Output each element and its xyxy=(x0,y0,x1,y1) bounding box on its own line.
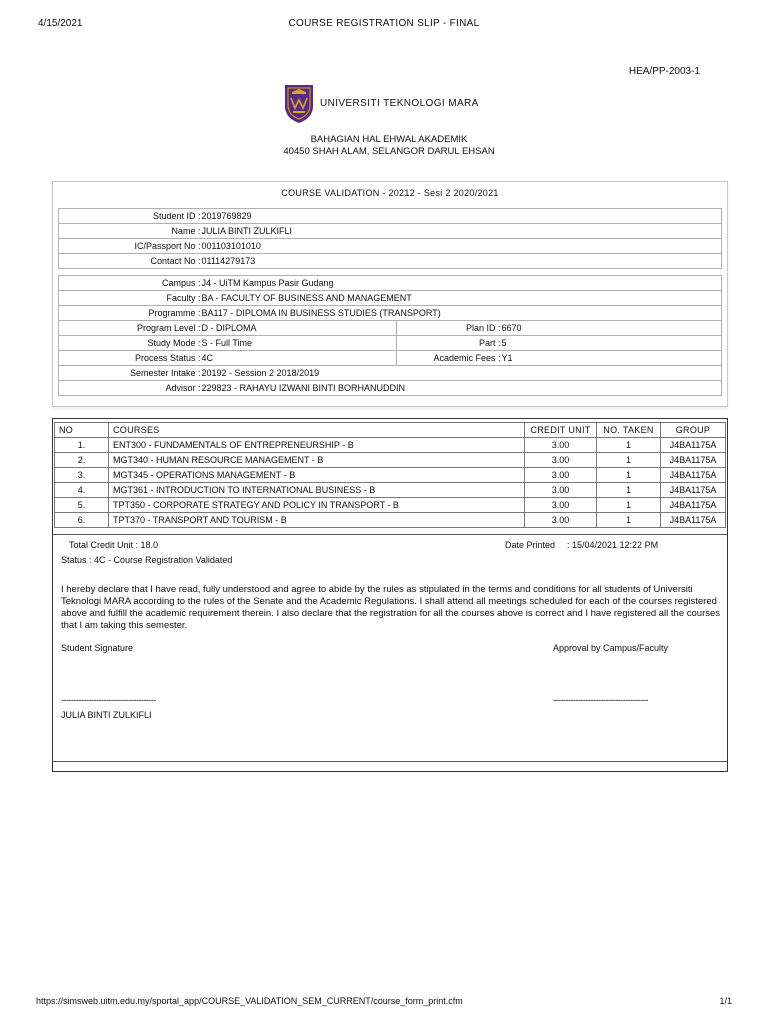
field-label: Student ID : xyxy=(59,209,201,224)
table-row xyxy=(55,468,726,483)
field-label: Plan ID : xyxy=(397,321,501,336)
form-reference: HEA/PP-2003-1 xyxy=(628,66,700,77)
student-id-value: 2019769829 xyxy=(201,209,722,224)
course-no: 2. xyxy=(55,453,109,468)
course-name: MGT345 - OPERATIONS MANAGEMENT - B xyxy=(109,468,525,483)
declaration-text: I hereby declare that I have read, fully understood and agree to abide by the rules as stipulated in the terms and conditions for all students of Universiti Teknologi MARA according to the rules of the Senate and the Academic Regulations. I shall attend all meetings scheduled for each of the courses registered above and fulfill the academic requirement therein. I also declare that the registration for all the courses above is correct and I have registered all the courses that I am taking this semester. xyxy=(61,584,721,631)
field-label: Academic Fees : xyxy=(397,351,501,366)
print-date: 4/15/2021 xyxy=(38,18,83,29)
academic-fees-value: Y1 xyxy=(501,351,722,366)
registration-status: Status : 4C - Course Registration Validated xyxy=(61,555,233,565)
process-status-value: 4C xyxy=(201,351,397,366)
student-signature-name: JULIA BINTI ZULKIFLI xyxy=(61,710,152,720)
field-label: Campus : xyxy=(59,276,201,291)
courses-table xyxy=(54,422,726,528)
table-row xyxy=(55,438,726,453)
divider xyxy=(53,534,727,535)
ic-passport-value: 001103101010 xyxy=(201,239,722,254)
course-no: 3. xyxy=(55,468,109,483)
course-group: J4BA1175A xyxy=(661,513,726,528)
course-name: MGT340 - HUMAN RESOURCE MANAGEMENT - B xyxy=(109,453,525,468)
page-number: 1/1 xyxy=(719,996,732,1006)
faculty-row xyxy=(59,291,722,306)
table-row xyxy=(55,453,726,468)
programme-value: BA117 - DIPLOMA IN BUSINESS STUDIES (TRANSPORT) xyxy=(201,306,722,321)
field-label: IC/Passport No : xyxy=(59,239,201,254)
department-address: 40450 SHAH ALAM, SELANGOR DARUL EHSAN xyxy=(283,146,495,157)
ic-passport-row xyxy=(59,239,722,254)
course-no: 4. xyxy=(55,483,109,498)
course-no: 5. xyxy=(55,498,109,513)
course-credit: 3.00 xyxy=(525,468,597,483)
col-header-courses: COURSES xyxy=(109,423,525,438)
field-label: Part : xyxy=(397,336,501,351)
contact-value: 01114279173 xyxy=(201,254,722,269)
course-validation-panel xyxy=(52,181,728,407)
program-level-row xyxy=(59,321,722,336)
course-group: J4BA1175A xyxy=(661,468,726,483)
field-label: Contact No : xyxy=(59,254,201,269)
campus-value: J4 - UiTM Kampus Pasir Gudang xyxy=(201,276,722,291)
col-header-credit: CREDIT UNIT xyxy=(525,423,597,438)
course-credit: 3.00 xyxy=(525,453,597,468)
course-group: J4BA1175A xyxy=(661,438,726,453)
courses-header-row xyxy=(55,423,726,438)
course-name: TPT370 - TRANSPORT AND TOURISM - B xyxy=(109,513,525,528)
semester-intake-value: 20192 - Session 2 2018/2019 xyxy=(201,366,722,381)
col-header-no: NO xyxy=(55,423,109,438)
field-label: Faculty : xyxy=(59,291,201,306)
document-title: COURSE REGISTRATION SLIP - FINAL xyxy=(288,18,480,29)
student-info-table xyxy=(58,208,722,269)
advisor-value: 229823 - RAHAYU IZWANI BINTI BORHANUDDIN xyxy=(201,381,722,396)
plan-id-value: 6670 xyxy=(501,321,722,336)
university-name: UNIVERSITI TEKNOLOGI MARA xyxy=(320,98,479,109)
course-group: J4BA1175A xyxy=(661,498,726,513)
course-credit: 3.00 xyxy=(525,513,597,528)
total-credit: Total Credit Unit : 18.0 xyxy=(69,540,159,550)
field-label: Advisor : xyxy=(59,381,201,396)
field-label: Study Mode : xyxy=(59,336,201,351)
field-label: Program Level : xyxy=(59,321,201,336)
course-group: J4BA1175A xyxy=(661,483,726,498)
course-taken: 1 xyxy=(597,438,661,453)
study-mode-value: S - Full Time xyxy=(201,336,397,351)
course-taken: 1 xyxy=(597,513,661,528)
approval-label: Approval by Campus/Faculty xyxy=(553,643,669,653)
part-value: 5 xyxy=(501,336,722,351)
programme-info-table xyxy=(58,275,722,396)
course-credit: 3.00 xyxy=(525,483,597,498)
date-printed-label: Date Printed xyxy=(505,540,556,550)
student-name-row xyxy=(59,224,722,239)
courses-section xyxy=(52,418,728,772)
field-label: Programme : xyxy=(59,306,201,321)
programme-row xyxy=(59,306,722,321)
col-header-group: GROUP xyxy=(661,423,726,438)
date-printed-value: : 15/04/2021 12:22 PM xyxy=(567,540,659,550)
course-no: 6. xyxy=(55,513,109,528)
course-credit: 3.00 xyxy=(525,498,597,513)
faculty-value: BA - FACULTY OF BUSINESS AND MANAGEMENT xyxy=(201,291,722,306)
approval-signature-line: -------------------------------------- xyxy=(553,695,648,705)
campus-row xyxy=(59,276,722,291)
course-no: 1. xyxy=(55,438,109,453)
student-signature-line: -------------------------------------- xyxy=(61,695,156,705)
uitm-logo-icon xyxy=(284,84,314,124)
field-label: Name : xyxy=(59,224,201,239)
study-mode-row xyxy=(59,336,722,351)
course-taken: 1 xyxy=(597,468,661,483)
course-name: ENT300 - FUNDAMENTALS OF ENTREPRENEURSHIP - B xyxy=(109,438,525,453)
course-name: TPT350 - CORPORATE STRATEGY AND POLICY IN TRANSPORT - B xyxy=(109,498,525,513)
validation-title: COURSE VALIDATION - 20212 - Sesi 2 2020/2021 xyxy=(281,188,499,198)
course-taken: 1 xyxy=(597,498,661,513)
semester-intake-row xyxy=(59,366,722,381)
student-id-row xyxy=(59,209,722,224)
bottom-divider xyxy=(53,761,727,762)
field-label: Process Status : xyxy=(59,351,201,366)
col-header-taken: NO. TAKEN xyxy=(597,423,661,438)
student-name-value: JULIA BINTI ZULKIFLI xyxy=(201,224,722,239)
table-row xyxy=(55,483,726,498)
advisor-row xyxy=(59,381,722,396)
page-url: https://simsweb.uitm.edu.my/sportal_app/COURSE_VALIDATION_SEM_CURRENT/course_form_print.cfm xyxy=(36,996,463,1006)
course-taken: 1 xyxy=(597,453,661,468)
table-row xyxy=(55,513,726,528)
course-name: MGT361 - INTRODUCTION TO INTERNATIONAL BUSINESS - B xyxy=(109,483,525,498)
course-taken: 1 xyxy=(597,483,661,498)
course-group: J4BA1175A xyxy=(661,453,726,468)
student-signature-label: Student Signature xyxy=(61,643,134,653)
department-name: BAHAGIAN HAL EHWAL AKADEMIK xyxy=(310,134,468,145)
process-status-row xyxy=(59,351,722,366)
contact-row xyxy=(59,254,722,269)
program-level-value: D - DIPLOMA xyxy=(201,321,397,336)
table-row xyxy=(55,498,726,513)
course-credit: 3.00 xyxy=(525,438,597,453)
field-label: Semester Intake : xyxy=(59,366,201,381)
